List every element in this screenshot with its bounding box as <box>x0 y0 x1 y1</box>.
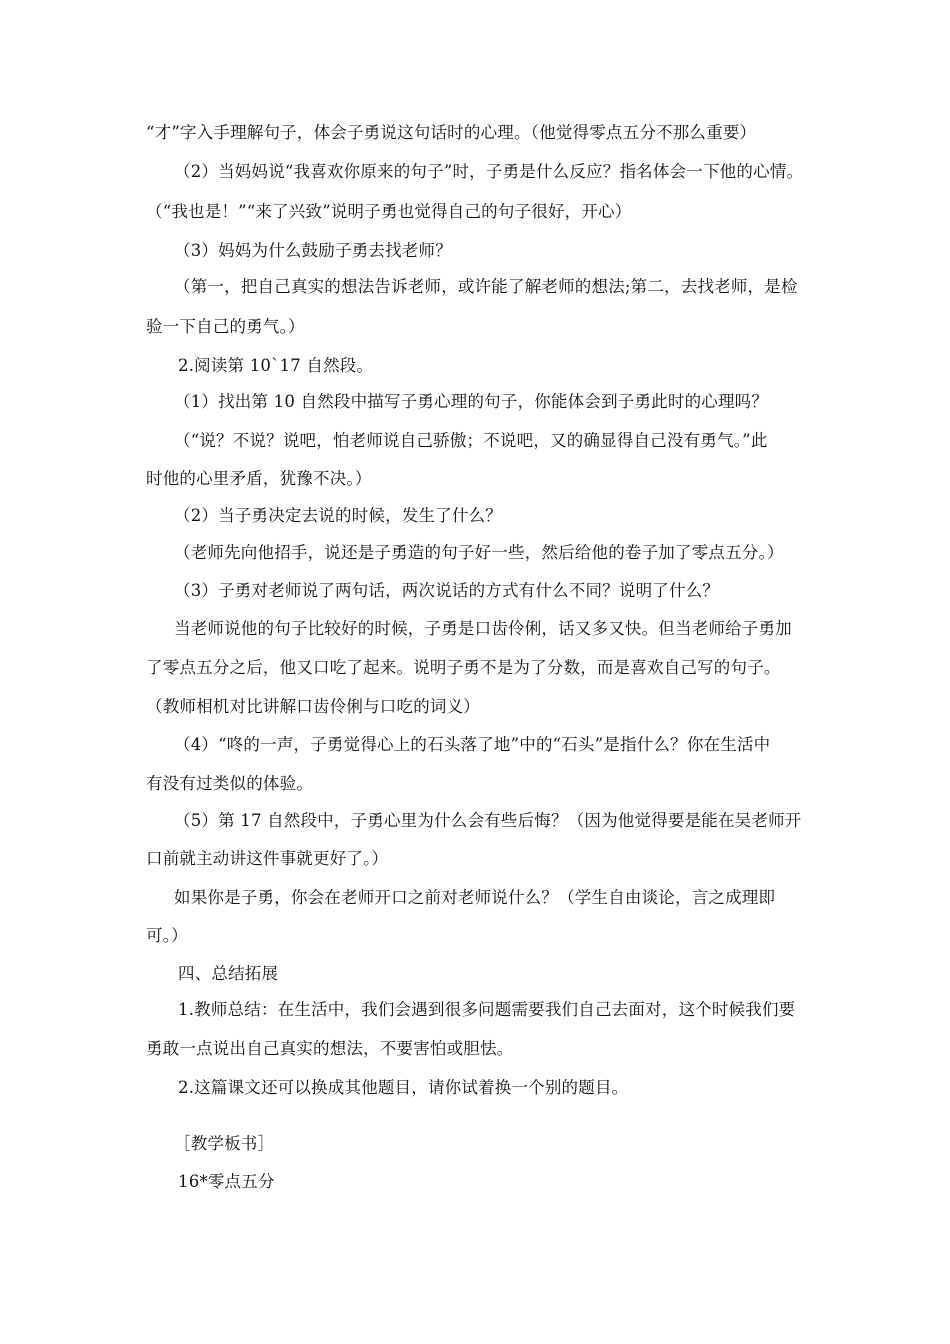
text-line: （3）子勇对老师说了两句话，两次说话的方式有什么不同？说明了什么？ <box>174 581 720 600</box>
text-line: 当老师说他的句子比较好的时候，子勇是口齿伶俐，话又多又快。但当老师给子勇加 <box>174 619 792 638</box>
text-line: 口前就主动讲这件事就更好了。） <box>146 849 389 868</box>
text-line: 1.教师总结：在生活中，我们会遇到很多问题需要我们自己去面对，这个时候我们要 <box>178 1000 796 1019</box>
text-line: （5）第 17 自然段中，子勇心里为什么会有些后悔？（因为他觉得要是能在吴老师开 <box>174 811 802 830</box>
text-line: （“说？不说？说吧，怕老师说自己骄傲；不说吧，又的确显得自己没有勇气。”此 <box>174 431 768 450</box>
text-line: （老师先向他招手，说还是子勇造的句子好一些，然后给他的卷子加了零点五分。） <box>174 543 784 562</box>
text-line: （4）“咚的一声，子勇觉得心上的石头落了地”中的“石头”是指什么？你在生活中 <box>174 735 771 754</box>
section-heading: 四、总结拓展 <box>178 964 279 983</box>
text-line: （第一，把自己真实的想法告诉老师，或许能了解老师的想法;第二，去找老师，是检 <box>174 277 798 296</box>
text-line: 时他的心里矛盾，犹豫不决。） <box>146 469 372 488</box>
text-line: （2）当子勇决定去说的时候，发生了什么？ <box>174 506 502 525</box>
text-line: （1）找出第 10 自然段中描写子勇心理的句子，你能体会到子勇此时的心理吗？ <box>174 392 769 411</box>
text-line: （3）妈妈为什么鼓励子勇去找老师？ <box>174 241 452 260</box>
text-line: 如果你是子勇，你会在老师开口之前对老师说什么？（学生自由谈论，言之成理即 <box>174 888 776 907</box>
text-line: （2）当妈妈说“我喜欢你原来的句子”时，子勇是什么反应？指名体会一下他的心情。 <box>174 162 804 181</box>
text-line: 可。） <box>146 926 188 945</box>
text-line: 了零点五分之后，他又口吃了起来。说明子勇不是为了分数，而是喜欢自己写的句子。 <box>146 658 781 677</box>
text-line: 2.这篇课文还可以换成其他题目，请你试着换一个别的题目。 <box>178 1078 629 1097</box>
text-line: （“我也是！”“来了兴致”说明子勇也觉得自己的句子很好，开心） <box>146 202 632 221</box>
text-line: 2.阅读第 10`17 自然段。 <box>178 356 374 375</box>
text-line: 勇敢一点说出自己真实的想法，不要害怕或胆怯。 <box>146 1039 514 1058</box>
board-title: 16*零点五分 <box>178 1172 275 1191</box>
board-heading: ［教学板书］ <box>174 1134 275 1153</box>
text-line: “才”字入手理解句子，体会子勇说这句话时的心理。（他觉得零点五分不那么重要） <box>146 123 757 142</box>
text-line: 验一下自己的勇气。） <box>146 317 305 336</box>
text-line: （教师相机对比讲解口齿伶俐与口吃的词义） <box>146 697 480 716</box>
text-line: 有没有过类似的体验。 <box>146 774 313 793</box>
